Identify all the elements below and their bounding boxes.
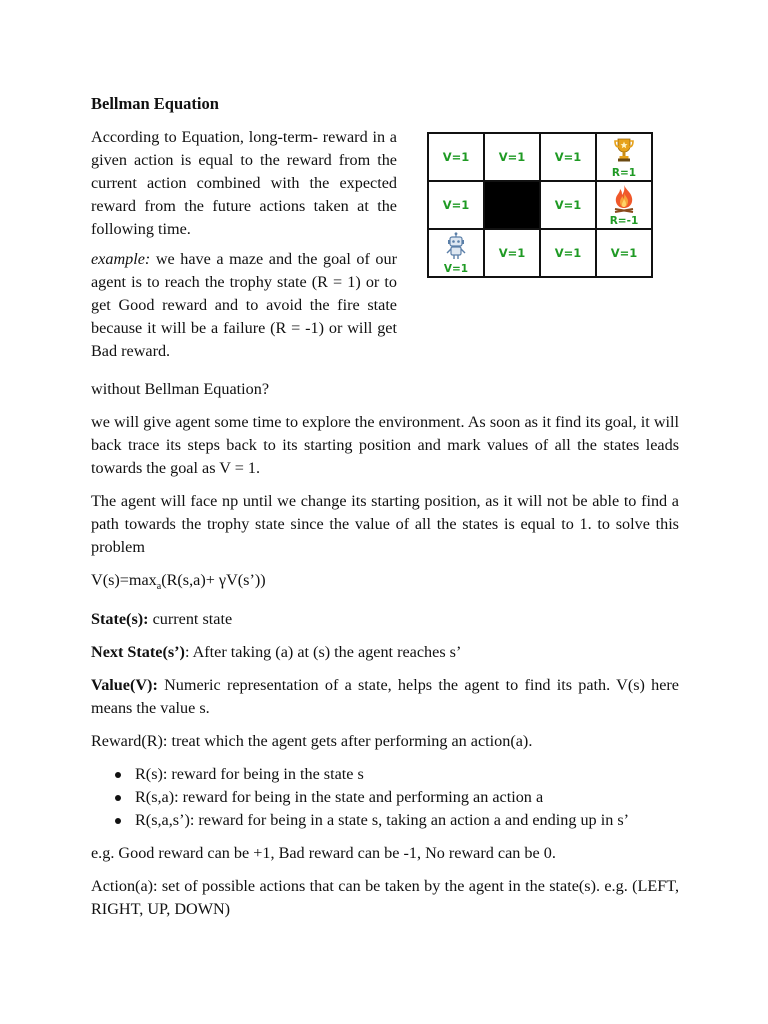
- value-text: Numeric representation of a state, helps the agent to find its path. V(s) here means the value s.: [91, 676, 679, 718]
- cell-value: V=1: [442, 150, 470, 164]
- fire-icon: [597, 184, 651, 212]
- cell-value: V=1: [442, 198, 470, 212]
- robot-icon: [429, 232, 483, 260]
- value-definition: [91, 674, 679, 720]
- face-paragraph: The agent will face np until we change its starting position, as it will not be able to find a path towards the trophy state since the value of all the states is equal to 1. to solve this problem: [91, 492, 679, 556]
- list-item: R(s,a): reward for being in the state and performing an action a: [135, 786, 679, 809]
- intro-paragraph: According to Equation, long-term- reward in a given action is equal to the reward from the current action combined with the expected reward from the future actions taken at the following time.: [91, 128, 397, 238]
- fire-reward-label: R=-1: [609, 215, 639, 227]
- equation-subscript: a: [156, 581, 162, 593]
- cell-value: V=1: [554, 198, 582, 212]
- cell-value: V=1: [498, 246, 526, 260]
- trophy-cell: [596, 133, 652, 181]
- maze-row: [428, 229, 652, 277]
- next-state-definition: [91, 641, 679, 664]
- trophy-reward-label: R=1: [611, 167, 637, 179]
- fire-cell: [596, 181, 652, 229]
- reward-definition: Reward(R): treat which the agent gets after performing an action(a).: [91, 732, 533, 751]
- wall-cell: [484, 181, 540, 229]
- maze-row: [428, 181, 652, 229]
- list-item: R(s): reward for being in the state s: [135, 763, 679, 786]
- value-label: Value(V):: [91, 676, 158, 695]
- reward-example: e.g. Good reward can be +1, Bad reward can be -1, No reward can be 0.: [91, 844, 556, 863]
- cell-value: V=1: [554, 246, 582, 260]
- next-state-text: : After taking (a) at (s) the agent reaches s’: [184, 643, 462, 662]
- state-label: State(s):: [91, 610, 149, 629]
- maze-grid: [427, 132, 653, 278]
- maze-row: [428, 133, 652, 181]
- cell-value: V=1: [498, 150, 526, 164]
- equation-prefix: V(s)=max: [91, 571, 157, 589]
- next-state-label: Next State(s’): [91, 643, 185, 662]
- example-label: example:: [91, 250, 151, 268]
- maze-cell: [540, 229, 596, 277]
- maze-cell: [484, 133, 540, 181]
- maze-cell: [540, 181, 596, 229]
- state-text: current state: [148, 610, 233, 629]
- maze-cell: [428, 133, 484, 181]
- bellman-equation: [91, 569, 679, 598]
- question-heading: without Bellman Equation?: [91, 380, 270, 398]
- robot-value-label: V=1: [443, 263, 469, 275]
- maze-cell: [484, 229, 540, 277]
- body-section: [91, 378, 679, 931]
- equation-suffix: (R(s,a)+ γV(s’)): [161, 571, 266, 589]
- page-title: Bellman Equation: [91, 94, 219, 113]
- example-text: we have a maze and the goal of our agent is to reach the trophy state (R = 1) or to get Good reward and to avoid the fire state because it will be a failure (R = -1) or will get Bad reward.: [91, 250, 397, 360]
- list-item: R(s,a,s’): reward for being in a state s, taking an action a and ending up in s’: [135, 809, 679, 832]
- state-definition: [91, 608, 679, 631]
- maze-cell: [596, 229, 652, 277]
- action-definition: Action(a): set of possible actions that can be taken by the agent in the state(s). e.g. (LEFT, RIGHT, UP, DOWN): [91, 877, 679, 919]
- maze-cell: [428, 181, 484, 229]
- reward-list: [91, 763, 679, 832]
- cell-value: V=1: [610, 246, 638, 260]
- explore-paragraph: we will give agent some time to explore the environment. As soon as it find its goal, it will back trace its steps back to its starting position and mark values of all the states leads towards the goal as V = 1.: [91, 413, 679, 477]
- trophy-icon: [597, 136, 651, 164]
- robot-cell: [428, 229, 484, 277]
- maze-cell: [540, 133, 596, 181]
- cell-value: V=1: [554, 150, 582, 164]
